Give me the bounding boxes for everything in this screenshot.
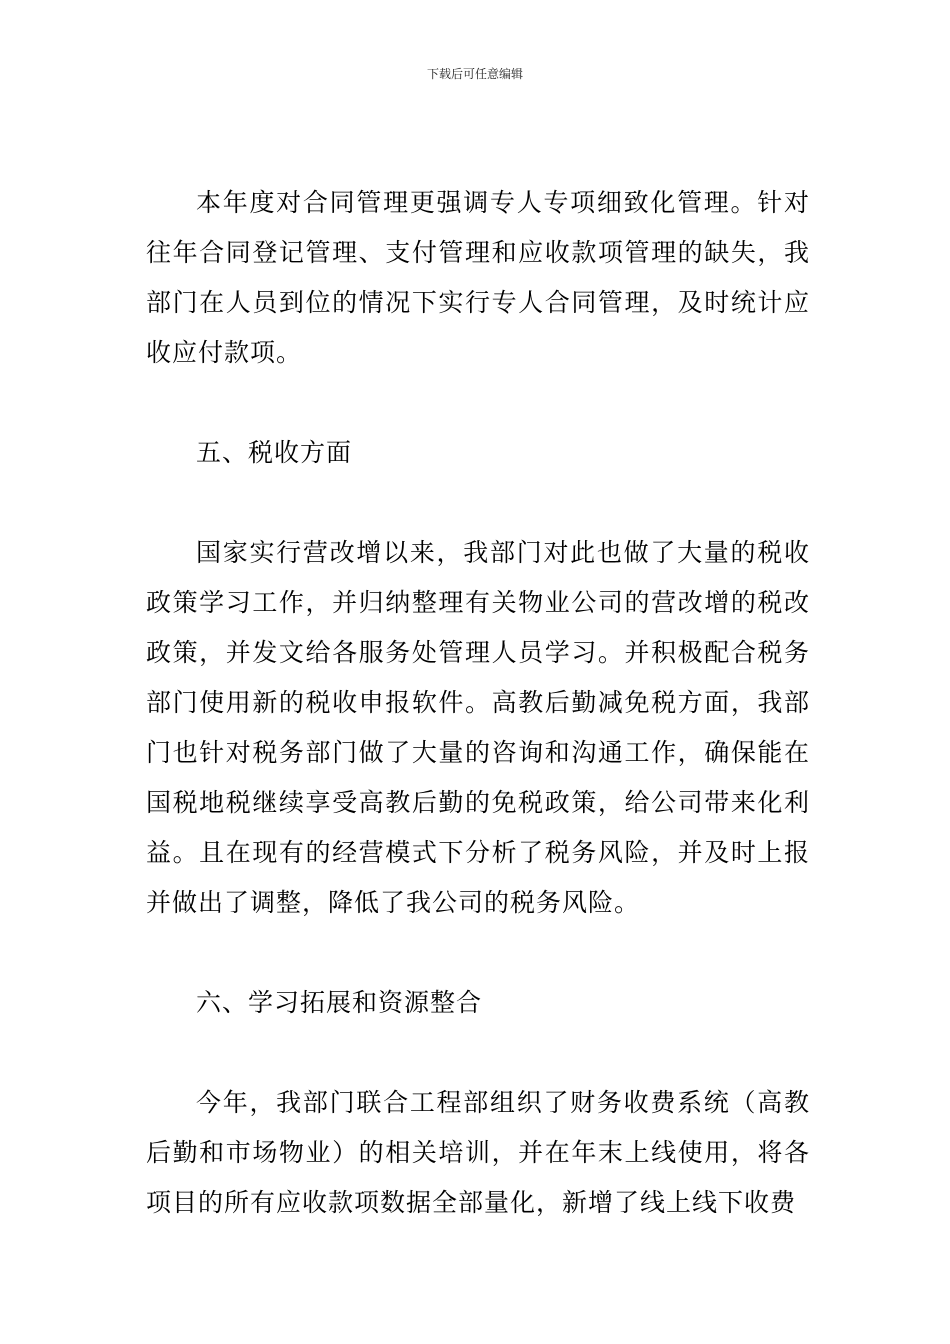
heading-learning: 六、学习拓展和资源整合 [196,988,483,1017]
document-body [146,178,810,1228]
heading-tax: 五、税收方面 [196,438,353,467]
paragraph-gap [146,1028,810,1078]
paragraph-tax: 国家实行营改增以来，我部门对此也做了大量的税收政策学习工作，并归纳整理有关物业公司的营改增的税改政策，并发文给各服务处管理人员学习。并积极配合税务部门使用新的税收申报软件。高教后勤减免税方面，我部门也针对税务部门做了大量的咨询和沟通工作，确保能在国税地税继续享受高教后勤的免税政策，给公司带来化利益。且在现有的经营模式下分析了税务风险，并及时上报并做出了调整，降低了我公司的税务风险。 [146,538,810,917]
paragraph-gap [146,478,810,528]
paragraph-contract-management: 本年度对合同管理更强调专人专项细致化管理。针对往年合同登记管理、支付管理和应收款项管理的缺失，我部门在人员到位的情况下实行专人合同管理，及时统计应收应付款项。 [146,188,810,367]
paragraph-gap [146,378,810,428]
page-header-note: 下载后可任意编辑 [426,67,523,81]
paragraph-gap [146,928,810,978]
paragraph-learning: 今年，我部门联合工程部组织了财务收费系统（高教后勤和市场物业）的相关培训，并在年末上线使用，将各项目的所有应收款项数据全部量化，新增了线上线下收费 [146,1088,810,1217]
